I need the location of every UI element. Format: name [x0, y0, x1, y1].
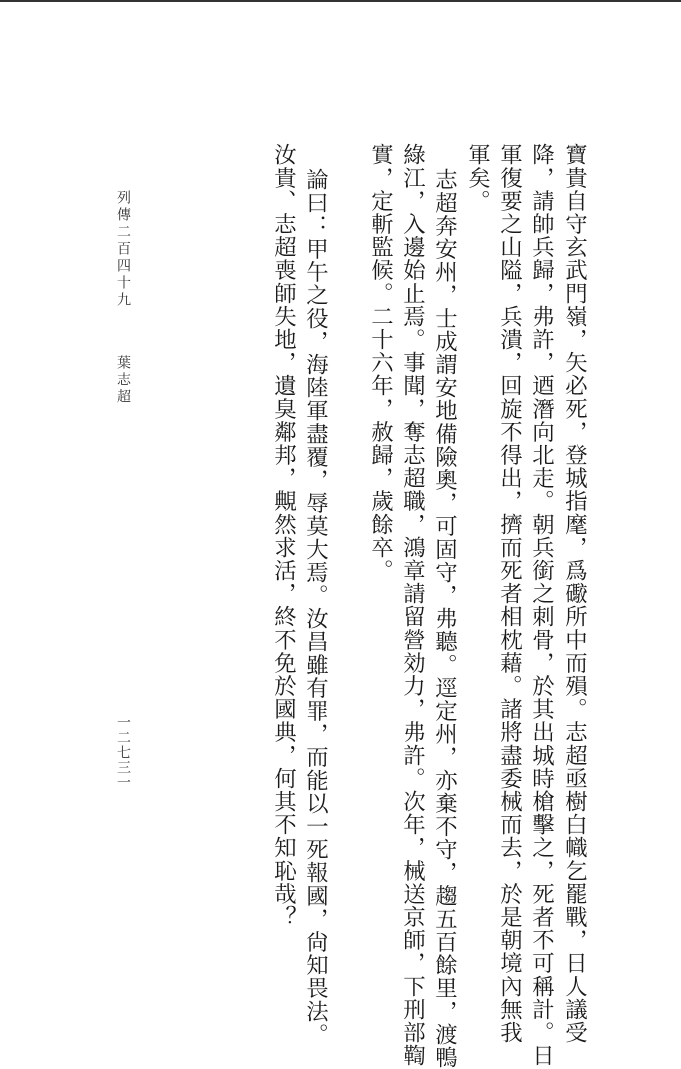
top-border-rule: [0, 0, 681, 2]
text-column-5: 志超奔安州，士成謂安地備險奧，可固守，弗聽。逕定州，亦棄不守，趨五百餘里，渡鴨: [431, 168, 458, 1069]
text-column-1: 寶貴自守玄武門嶺，矢必死，登城指麾，爲礮所中而殞。志超亟樹白幟乞罷戰，日人議受: [561, 143, 588, 1044]
running-head-volume: 列傳二百四十九: [115, 190, 131, 309]
text-column-2: 降，請帥兵歸，弗許，迺潛向北走。朝兵銜之刺骨，於其出城時槍擊之，死者不可稱計。日: [528, 143, 555, 1067]
text-column-3: 軍復要之山隘，兵潰，回旋不得出，擠而死者相枕藉。諸將盡委械而去，於是朝境內無我: [496, 143, 523, 1044]
page-number: 一二七三一: [115, 715, 131, 790]
text-column-4: 軍矣。: [464, 143, 491, 213]
text-column-6: 綠江，入邊始止焉。事聞，奪志超職，鴻章請留營効力，弗許。次年，械送京師，下刑部鞫: [399, 143, 426, 1067]
running-head-subject: 葉志超: [115, 355, 131, 406]
text-column-9: 汝貴、志超喪師失地，遺臭鄰邦，覥然求活，終不免於國典，何其不知恥哉？: [270, 143, 297, 929]
text-column-8: 論曰：甲午之役，海陸軍盡覆，辱莫大焉。汝昌雖有罪，而能以一死報國，尙知畏法。: [302, 168, 329, 1046]
text-column-7: 實，定斬監候。二十六年，赦歸，歲餘卒。: [367, 143, 394, 582]
